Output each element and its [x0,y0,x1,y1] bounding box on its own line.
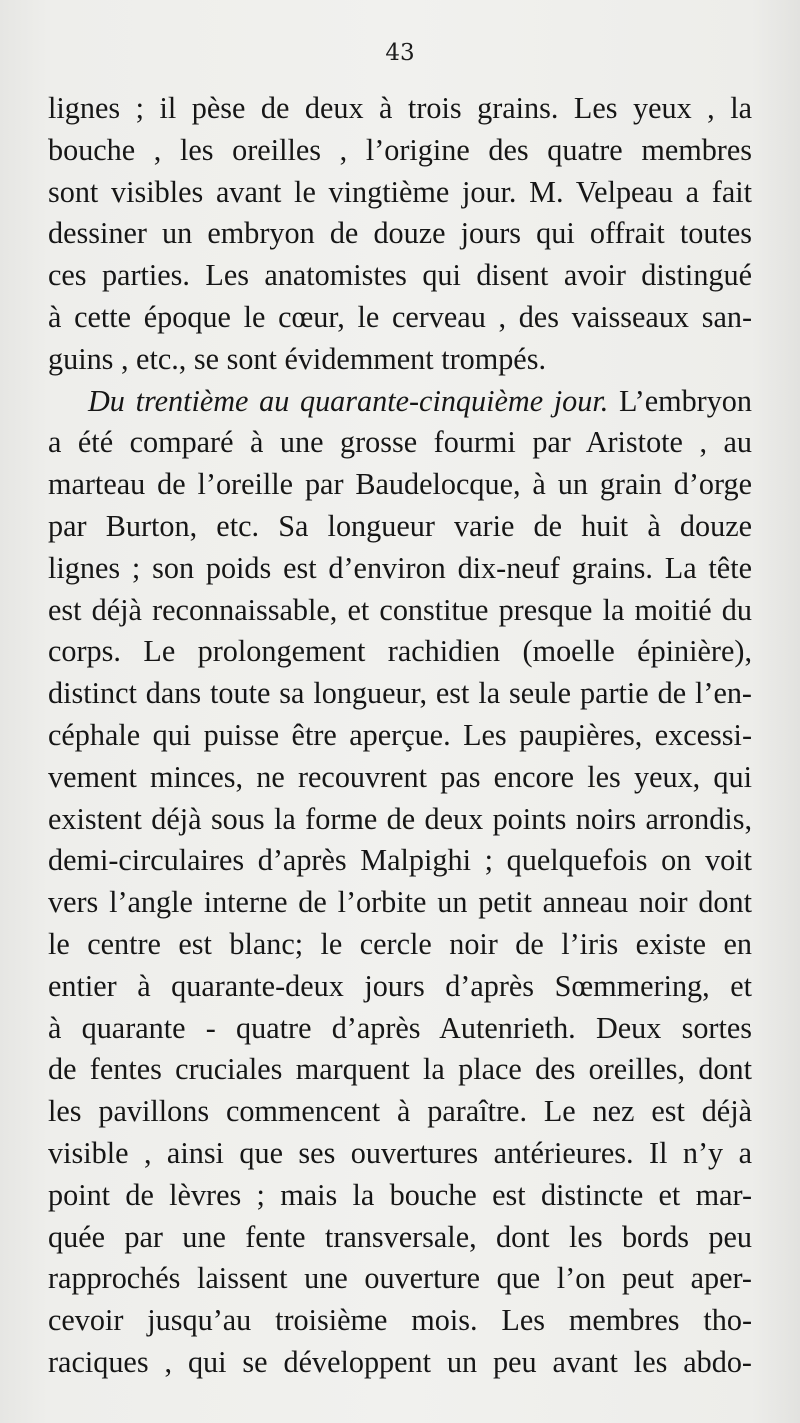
text-line: distinct dans toute sa longueur, est la seule partie de l’en- [48,676,752,711]
text-line: rapprochés laissent une ouverture que l’on peut aper- [48,1261,752,1296]
text-line: vers l’angle interne de l’orbite un petit anneau noir dont [48,885,752,920]
text-line: à quarante - quatre d’après Autenrieth. Deux sortes [48,1010,752,1045]
text-line: est déjà reconnaissable, et constitue presque la moitié du [48,592,752,627]
text-line: point de lèvres ; mais la bouche est distincte et mar- [48,1177,752,1212]
text-line: les pavillons commencent à paraître. Le nez est déjà [48,1094,752,1129]
text-line: lignes ; son poids est d’environ dix-neuf grains. La tête [48,550,752,585]
text-line: de fentes cruciales marquent la place des oreilles, dont [48,1052,752,1087]
text-line: visible , ainsi que ses ouvertures antérieures. Il n’y a [48,1135,752,1170]
text-line: demi-circulaires d’après Malpighi ; quelquefois on voit [48,843,752,878]
text-line: quée par une fente transversale, dont les bords peu [48,1219,752,1254]
text-line: cevoir jusqu’au troisième mois. Les membres tho- [48,1303,752,1338]
text-line: à cette époque le cœur, le cerveau , des vaisseaux san- [48,299,752,334]
section-heading: Du trentième au quarante-cinquième jour. [88,383,609,418]
section-heading-line: Du trentième au quarante-cinquième jour. L’embryon [88,383,752,418]
text-line: sont visibles avant le vingtième jour. M. Velpeau a fait [48,174,752,209]
text-line: marteau de l’oreille par Baudelocque, à un grain d’orge [48,467,752,502]
text-line: a été comparé à une grosse fourmi par Aristote , au [48,425,752,460]
page-number: 43 [385,40,415,66]
text-line: dessiner un embryon de douze jours qui offrait toutes [48,216,752,251]
text-line: guins , etc., se sont évidemment trompés. [48,341,547,376]
body-text [48,88,752,1384]
text-line: bouche , les oreilles , l’origine des quatre membres [48,132,752,167]
text-line: lignes ; il pèse de deux à trois grains. Les yeux , la [48,91,752,125]
text-line: corps. Le prolongement rachidien (moelle épinière), [48,634,752,669]
text-line: entier à quarante-deux jours d’après Sœmmering, et [48,968,752,1003]
text-line: ces parties. Les anatomistes qui disent avoir distingué [48,258,752,293]
text-line: raciques , qui se développent un peu avant les abdo- [48,1344,752,1379]
text-line: par Burton, etc. Sa longueur varie de huit à douze [48,508,752,543]
text-line: céphale qui puisse être aperçue. Les paupières, excessi- [48,717,752,752]
text-line: vement minces, ne recouvrent pas encore les yeux, qui [48,759,752,794]
text-line: le centre est blanc; le cercle noir de l’iris existe en [48,926,752,961]
text-line: existent déjà sous la forme de deux points noirs arrondis, [48,801,752,836]
